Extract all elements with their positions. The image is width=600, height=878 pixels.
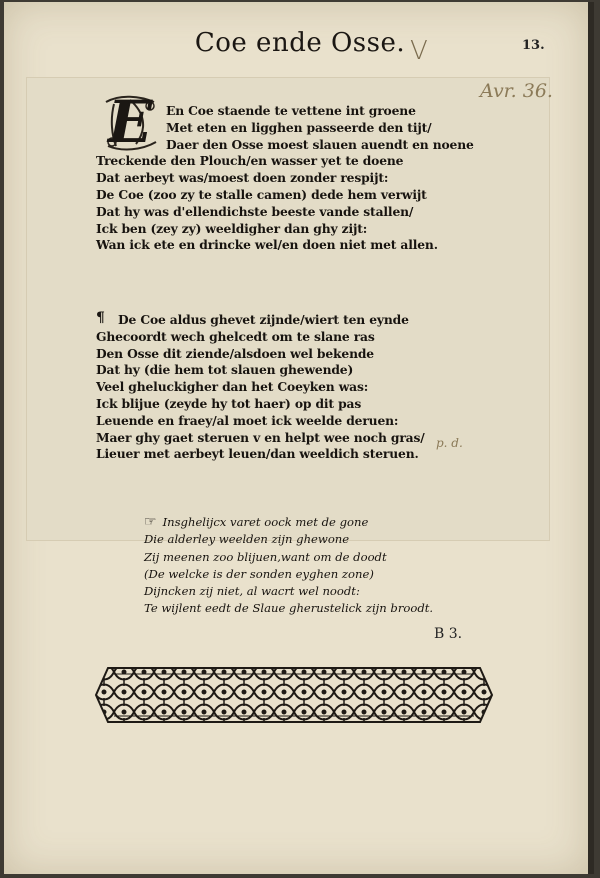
moral-stanza <box>144 514 464 618</box>
verse-line: Lieuer met aerbeyt leuen/dan weeldich steruen. <box>96 446 419 462</box>
page-title: Coe ende Osse. <box>194 28 406 58</box>
moral-line: Insghelijcx varet oock met de gone <box>162 515 369 529</box>
signature-mark: B 3. <box>434 626 463 642</box>
page-number: 13. <box>522 38 545 53</box>
verse-line: Leuende en fraey/al moet ick weelde deruen: <box>96 412 399 428</box>
verse-line: Wan ick ete en drincke wel/en doen niet met allen. <box>96 237 438 253</box>
moral-line: Zij meenen zoo blijuen,want om de doodt <box>144 549 387 564</box>
stanza-1 <box>96 103 496 254</box>
moral-line: (De welcke is der sonden eyghen zone) <box>144 566 374 581</box>
moral-line: Die alderley weelden zijn ghewone <box>144 532 350 547</box>
verse-line: Dat hy was d'ellendichste beeste vande stallen/ <box>96 203 414 219</box>
verse-line: Maer ghy gaet steruen v en helpt wee noch gras/ <box>96 429 425 445</box>
margin-note: p. d. <box>436 436 463 450</box>
verse-line: Ick ben (zey zy) weeldigher dan ghy zijt: <box>96 220 368 236</box>
initial-letter: E <box>108 88 153 156</box>
verse-line: Veel gheluckigher dan het Coeyken was: <box>96 379 369 395</box>
verse-line: Daer den Osse moest slauen auendt en noene <box>166 136 474 152</box>
verse-line: Den Osse dit ziende/alsdoen wel bekende <box>96 345 374 361</box>
moral-line: Dijncken zij niet, al wacrt wel noodt: <box>144 584 360 599</box>
ornamental-band-icon <box>94 662 494 728</box>
pointing-hand-icon: ☞ <box>144 514 157 530</box>
verse-line: Ick blijue (zeyde hy tot haer) op dit pas <box>96 395 362 411</box>
verse-line: Dat aerbeyt was/moest doen zonder respijt: <box>96 170 389 186</box>
paragraph-mark: ¶ <box>96 310 105 326</box>
verse-line: Met eten en ligghen passeerde den tijt/ <box>166 119 432 135</box>
verse-line: De Coe aldus ghevet zijnde/wiert ten eynde <box>118 312 409 327</box>
handwritten-note: Avr. 36. <box>480 80 553 102</box>
verse-line: Dat hy (die hem tot slauen ghewende) <box>96 362 354 378</box>
verse-line: Ghecoordt wech ghelcedt om te slane ras <box>96 328 375 344</box>
verse-line: De Coe (zoo zy te stalle camen) dede hem verwijt <box>96 186 427 202</box>
verse-line: Treckende den Plouch/en wasser yet te doene <box>96 153 404 169</box>
verse-line: En Coe staende te vettene int groene <box>166 103 416 118</box>
moral-line: Te wijlent eedt de Slaue gherustelick zijn broodt. <box>144 601 434 616</box>
check-mark-annotation: V <box>410 36 428 66</box>
moral-line-first <box>144 514 464 531</box>
